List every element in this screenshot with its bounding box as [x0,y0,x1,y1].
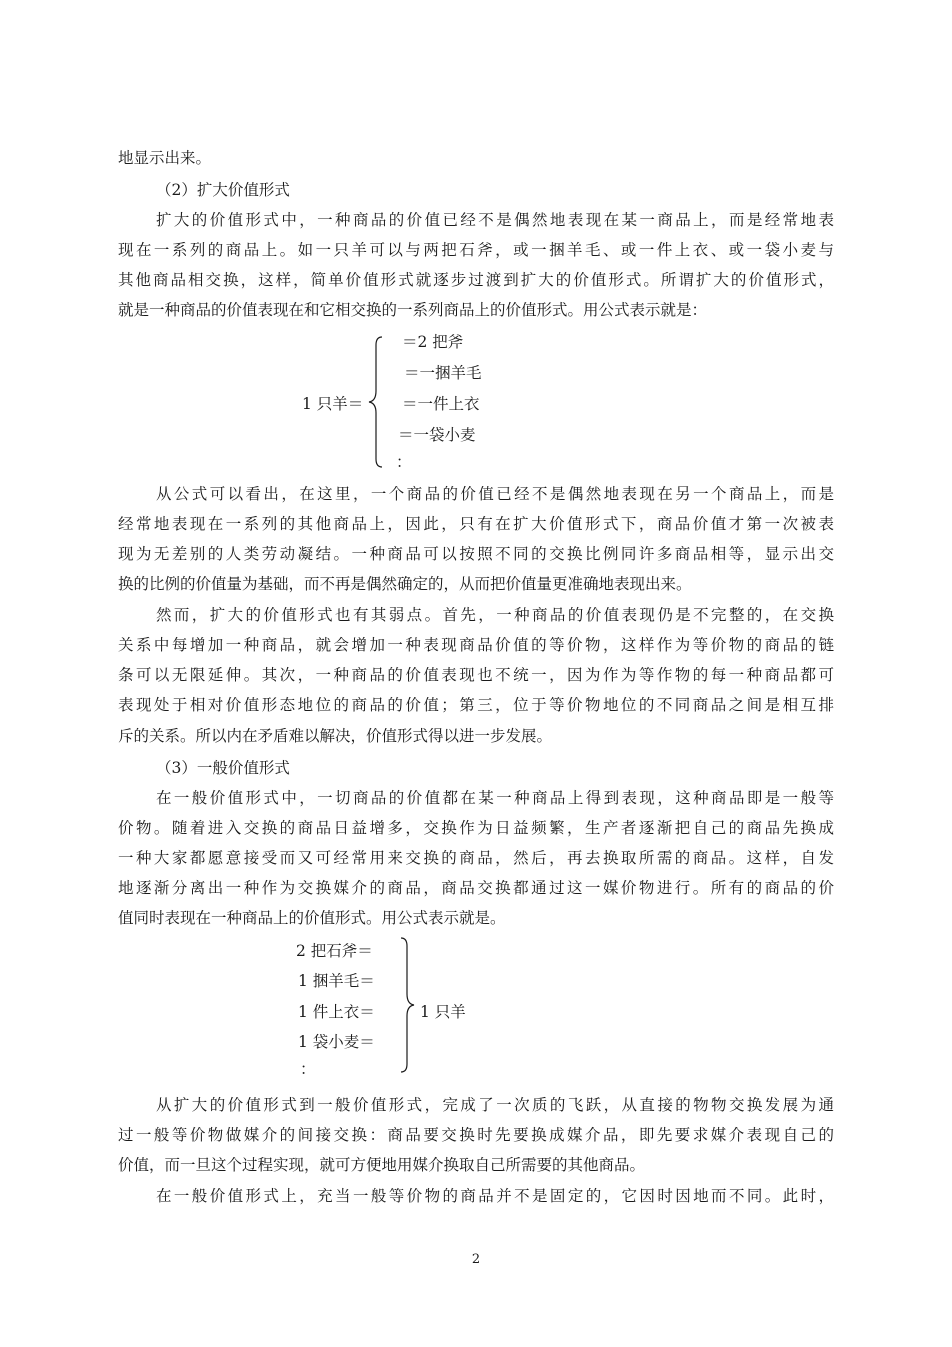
formula-left-term: 1 只羊＝ [302,395,364,413]
text-line: 经常地表现在一系列的其他商品上，因此，只有在扩大价值形式下，商品价值才第一次被表 [118,515,834,533]
right-brace-icon [398,936,418,1074]
section-heading: （2）扩大价值形式 [156,181,290,199]
formula-right-term: 1 只羊 [420,1003,466,1021]
formula-item: ＝2 把斧 [402,333,464,351]
page-number: 2 [471,1252,481,1267]
text-line: 斥的关系。所以内在矛盾难以解决，价值形式得以进一步发展。 [118,727,553,745]
text-line: 现在一系列的商品上。如一只羊可以与两把石斧，或一捆羊毛、或一件上衣、或一袋小麦与 [118,241,834,259]
text-line: 现为无差别的人类劳动凝结。一种商品可以按照不同的交换比例同许多商品相等，显示出交 [118,545,834,563]
formula-item: ＝一件上衣 [402,395,480,413]
text-line: 就是一种商品的价值表现在和它相交换的一系列商品上的价值形式。用公式表示就是： [118,301,708,319]
formula-item: 1 件上衣＝ [298,1003,375,1021]
text-line: 其他商品相交换，这样，简单价值形式就逐步过渡到扩大的价值形式。所谓扩大的价值形式， [118,271,834,289]
text-line: 换的比例的价值量为基础，而不再是偶然确定的，从而把价值量更准确地表现出来。 [118,575,692,593]
formula-item: 1 捆羊毛＝ [298,972,375,990]
formula-item: ： [396,453,412,471]
text-line: 地显示出来。 [118,149,212,167]
section-heading: （3）一般价值形式 [156,759,290,777]
text-line: 扩大的价值形式中，一种商品的价值已经不是偶然地表现在某一商品上，而是经常地表 [156,211,834,229]
text-line: 关系中每增加一种商品，就会增加一种表现商品价值的等价物，这样作为等价物的商品的链 [118,636,834,654]
formula-item: 1 袋小麦＝ [298,1033,375,1051]
text-line: 地逐渐分离出一种作为交换媒介的商品，商品交换都通过这一媒价物进行。所有的商品的价 [118,879,834,897]
text-line: 值同时表现在一种商品上的价值形式。用公式表示就是。 [118,909,506,927]
text-line: 过一般等价物做媒介的间接交换：商品要交换时先要换成媒介品，即先要求媒介表现自己的 [118,1126,834,1144]
text-line: 从公式可以看出，在这里，一个商品的价值已经不是偶然地表现在另一个商品上，而是 [156,485,834,503]
text-line: 条可以无限延伸。其次，一种商品的价值表现也不统一，因为作为等作物的每一种商品都可 [118,666,834,684]
formula-item: ： [300,1060,316,1078]
text-line: 表现处于相对价值形态地位的商品的价值；第三，位于等价物地位的不同商品之间是相互排 [118,696,834,714]
text-line: 一种大家都愿意接受而又可经常用来交换的商品，然后，再去换取所需的商品。这样，自发 [118,849,834,867]
formula-item: ＝一袋小麦 [398,426,476,444]
left-brace-icon [366,335,386,469]
text-line: 然而，扩大的价值形式也有其弱点。首先，一种商品的价值表现仍是不完整的，在交换 [156,606,834,624]
text-line: 价值，而一旦这个过程实现，就可方便地用媒介换取自己所需要的其他商品。 [118,1156,646,1174]
text-line: 价物。随着进入交换的商品日益增多，交换作为日益频繁，生产者逐渐把自己的商品先换成 [118,819,834,837]
text-line: 在一般价值形式上，充当一般等价物的商品并不是固定的，它因时因地而不同。此时， [156,1187,834,1205]
text-line: 在一般价值形式中，一切商品的价值都在某一种商品上得到表现，这种商品即是一般等 [156,789,834,807]
formula-item: ＝一捆羊毛 [404,364,482,382]
text-line: 从扩大的价值形式到一般价值形式，完成了一次质的飞跃，从直接的物物交换发展为通 [156,1096,834,1114]
formula-item: 2 把石斧＝ [296,942,373,960]
